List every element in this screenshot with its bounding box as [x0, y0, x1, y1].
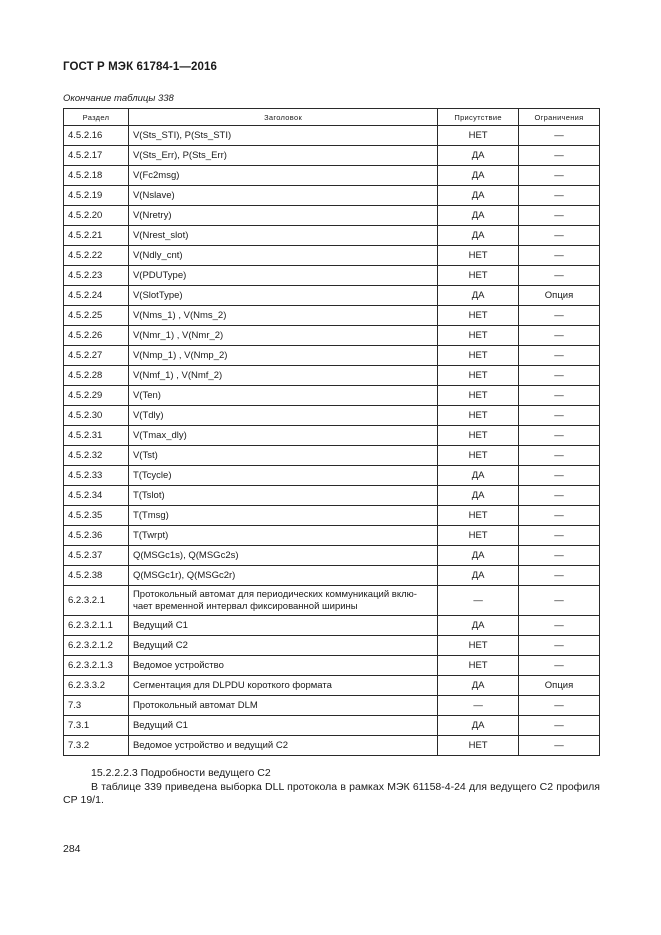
table-row	[64, 486, 600, 506]
cell-section: 4.5.2.35	[64, 506, 129, 526]
cell-section: 4.5.2.21	[64, 226, 129, 246]
cell-limits: —	[519, 716, 600, 736]
table-row	[64, 696, 600, 716]
cell-limits: —	[519, 616, 600, 636]
cell-section: 4.5.2.32	[64, 446, 129, 466]
cell-section: 4.5.2.27	[64, 346, 129, 366]
cell-title: Протокольный автомат DLM	[128, 696, 437, 716]
cell-title: T(Twrpt)	[128, 526, 437, 546]
table-row	[64, 656, 600, 676]
col-header-title: Заголовок	[128, 109, 437, 126]
cell-limits: —	[519, 326, 600, 346]
cell-title: V(PDUType)	[128, 266, 437, 286]
cell-title: V(Nmp_1) , V(Nmp_2)	[128, 346, 437, 366]
cell-limits: —	[519, 246, 600, 266]
cell-limits: —	[519, 206, 600, 226]
cell-title: Ведомое устройство и ведущий С2	[128, 736, 437, 756]
cell-presence: НЕТ	[438, 656, 519, 676]
cell-section: 6.2.3.2.1.3	[64, 656, 129, 676]
cell-section: 7.3	[64, 696, 129, 716]
cell-presence: НЕТ	[438, 266, 519, 286]
table-row	[64, 386, 600, 406]
cell-section: 7.3.2	[64, 736, 129, 756]
cell-limits: —	[519, 306, 600, 326]
cell-section: 4.5.2.30	[64, 406, 129, 426]
cell-presence: НЕТ	[438, 406, 519, 426]
cell-title: Ведущий С1	[128, 716, 437, 736]
cell-section: 4.5.2.17	[64, 146, 129, 166]
cell-title	[128, 586, 437, 616]
cell-presence: ДА	[438, 186, 519, 206]
cell-title: V(SlotType)	[128, 286, 437, 306]
cell-limits: —	[519, 346, 600, 366]
cell-limits: —	[519, 406, 600, 426]
subsection-heading: 15.2.2.2.3 Подробности ведущего С2	[91, 767, 271, 779]
cell-title: Ведомое устройство	[128, 656, 437, 676]
cell-presence: НЕТ	[438, 506, 519, 526]
table-row	[64, 326, 600, 346]
table-row	[64, 186, 600, 206]
table-row	[64, 446, 600, 466]
cell-presence: —	[438, 696, 519, 716]
cell-section: 4.5.2.29	[64, 386, 129, 406]
cell-limits: —	[519, 546, 600, 566]
cell-presence: НЕТ	[438, 636, 519, 656]
cell-presence: ДА	[438, 616, 519, 636]
cell-limits: Опция	[519, 286, 600, 306]
cell-presence: НЕТ	[438, 366, 519, 386]
cell-section: 4.5.2.25	[64, 306, 129, 326]
cell-limits: —	[519, 526, 600, 546]
cell-section: 4.5.2.34	[64, 486, 129, 506]
table-row	[64, 736, 600, 756]
table-row	[64, 346, 600, 366]
cell-section: 4.5.2.26	[64, 326, 129, 346]
cell-presence: ДА	[438, 166, 519, 186]
cell-section: 4.5.2.31	[64, 426, 129, 446]
col-header-limits: Ограничения	[519, 109, 600, 126]
table-row	[64, 506, 600, 526]
table-header-row	[64, 109, 600, 126]
cell-title: V(Nrest_slot)	[128, 226, 437, 246]
cell-limits: —	[519, 466, 600, 486]
cell-title: V(Ten)	[128, 386, 437, 406]
table-row	[64, 716, 600, 736]
cell-limits: —	[519, 736, 600, 756]
cell-limits: —	[519, 186, 600, 206]
cell-title: V(Tmax_dly)	[128, 426, 437, 446]
cell-title: T(Tslot)	[128, 486, 437, 506]
table-caption: Окончание таблицы 338	[63, 93, 174, 104]
cell-section: 4.5.2.16	[64, 126, 129, 146]
cell-limits: —	[519, 486, 600, 506]
table-row	[64, 306, 600, 326]
cell-limits: —	[519, 586, 600, 616]
cell-title: V(Nms_1) , V(Nms_2)	[128, 306, 437, 326]
cell-section: 4.5.2.28	[64, 366, 129, 386]
cell-presence: НЕТ	[438, 426, 519, 446]
table-row	[64, 286, 600, 306]
page-number: 284	[63, 843, 81, 855]
cell-title: V(Nretry)	[128, 206, 437, 226]
cell-title: Ведущий С2	[128, 636, 437, 656]
cell-title: V(Sts_Err), P(Sts_Err)	[128, 146, 437, 166]
cell-title: V(Fc2msg)	[128, 166, 437, 186]
cell-presence: НЕТ	[438, 346, 519, 366]
cell-section: 4.5.2.18	[64, 166, 129, 186]
table-row	[64, 676, 600, 696]
col-header-section: Раздел	[64, 109, 129, 126]
cell-presence: ДА	[438, 206, 519, 226]
table-row	[64, 526, 600, 546]
table-338	[63, 108, 600, 756]
table-row	[64, 126, 600, 146]
table-row	[64, 366, 600, 386]
cell-section: 4.5.2.23	[64, 266, 129, 286]
cell-presence: НЕТ	[438, 446, 519, 466]
cell-presence: ДА	[438, 566, 519, 586]
cell-limits: —	[519, 166, 600, 186]
cell-section: 4.5.2.22	[64, 246, 129, 266]
cell-presence: ДА	[438, 146, 519, 166]
cell-section: 4.5.2.19	[64, 186, 129, 206]
cell-section: 7.3.1	[64, 716, 129, 736]
table-row	[64, 206, 600, 226]
table-row	[64, 636, 600, 656]
document-header: ГОСТ Р МЭК 61784-1—2016	[63, 61, 217, 73]
cell-limits: —	[519, 636, 600, 656]
table-row	[64, 616, 600, 636]
table-row	[64, 426, 600, 446]
cell-title: V(Nslave)	[128, 186, 437, 206]
table-row	[64, 166, 600, 186]
cell-presence: НЕТ	[438, 736, 519, 756]
cell-presence: —	[438, 586, 519, 616]
cell-section: 6.2.3.3.2	[64, 676, 129, 696]
cell-limits: —	[519, 506, 600, 526]
table-row	[64, 226, 600, 246]
cell-presence: ДА	[438, 676, 519, 696]
cell-title: V(Sts_STI), P(Sts_STI)	[128, 126, 437, 146]
cell-limits: —	[519, 266, 600, 286]
cell-limits: Опция	[519, 676, 600, 696]
table-row	[64, 266, 600, 286]
cell-title: V(Nmr_1) , V(Nmr_2)	[128, 326, 437, 346]
cell-presence: ДА	[438, 466, 519, 486]
cell-limits: —	[519, 656, 600, 676]
cell-limits: —	[519, 696, 600, 716]
table-row	[64, 406, 600, 426]
cell-title: Ведущий С1	[128, 616, 437, 636]
cell-limits: —	[519, 366, 600, 386]
cell-title: V(Nmf_1) , V(Nmf_2)	[128, 366, 437, 386]
cell-limits: —	[519, 566, 600, 586]
table-row	[64, 546, 600, 566]
cell-limits: —	[519, 126, 600, 146]
cell-presence: ДА	[438, 716, 519, 736]
cell-presence: НЕТ	[438, 526, 519, 546]
cell-section: 6.2.3.2.1.1	[64, 616, 129, 636]
cell-presence: ДА	[438, 226, 519, 246]
cell-section: 4.5.2.20	[64, 206, 129, 226]
cell-limits: —	[519, 386, 600, 406]
table-row	[64, 466, 600, 486]
cell-section: 4.5.2.38	[64, 566, 129, 586]
cell-presence: ДА	[438, 546, 519, 566]
cell-section: 4.5.2.24	[64, 286, 129, 306]
cell-presence: НЕТ	[438, 126, 519, 146]
cell-section: 4.5.2.37	[64, 546, 129, 566]
cell-limits: —	[519, 146, 600, 166]
cell-presence: ДА	[438, 286, 519, 306]
cell-section: 6.2.3.2.1	[64, 586, 129, 616]
col-header-presence: Присутствие	[438, 109, 519, 126]
cell-presence: ДА	[438, 486, 519, 506]
cell-title: V(Ndly_cnt)	[128, 246, 437, 266]
cell-title: T(Tcycle)	[128, 466, 437, 486]
cell-presence: НЕТ	[438, 306, 519, 326]
cell-limits: —	[519, 446, 600, 466]
table-row	[64, 146, 600, 166]
cell-presence: НЕТ	[438, 326, 519, 346]
cell-title: T(Tmsg)	[128, 506, 437, 526]
cell-presence: НЕТ	[438, 246, 519, 266]
cell-title: Q(MSGc1r), Q(MSGc2r)	[128, 566, 437, 586]
table-row	[64, 566, 600, 586]
cell-title: Сегментация для DLPDU короткого формата	[128, 676, 437, 696]
cell-section: 4.5.2.36	[64, 526, 129, 546]
cell-title: V(Tst)	[128, 446, 437, 466]
cell-section: 4.5.2.33	[64, 466, 129, 486]
cell-limits: —	[519, 426, 600, 446]
cell-title: V(Tdly)	[128, 406, 437, 426]
table-row	[64, 246, 600, 266]
cell-title: Q(MSGc1s), Q(MSGc2s)	[128, 546, 437, 566]
cell-title-line: чает временной интервал фиксированной ширины	[132, 600, 358, 612]
cell-limits: —	[519, 226, 600, 246]
cell-title-line: Протокольный автомат для периодических коммуникаций вклю-	[132, 588, 417, 600]
cell-section: 6.2.3.2.1.2	[64, 636, 129, 656]
body-paragraph: В таблице 339 приведена выборка DLL протокола в рамках МЭК 61158-4-24 для ведущего С2 профиля СР 19/1.	[63, 781, 600, 806]
table-row	[64, 586, 600, 616]
cell-presence: НЕТ	[438, 386, 519, 406]
